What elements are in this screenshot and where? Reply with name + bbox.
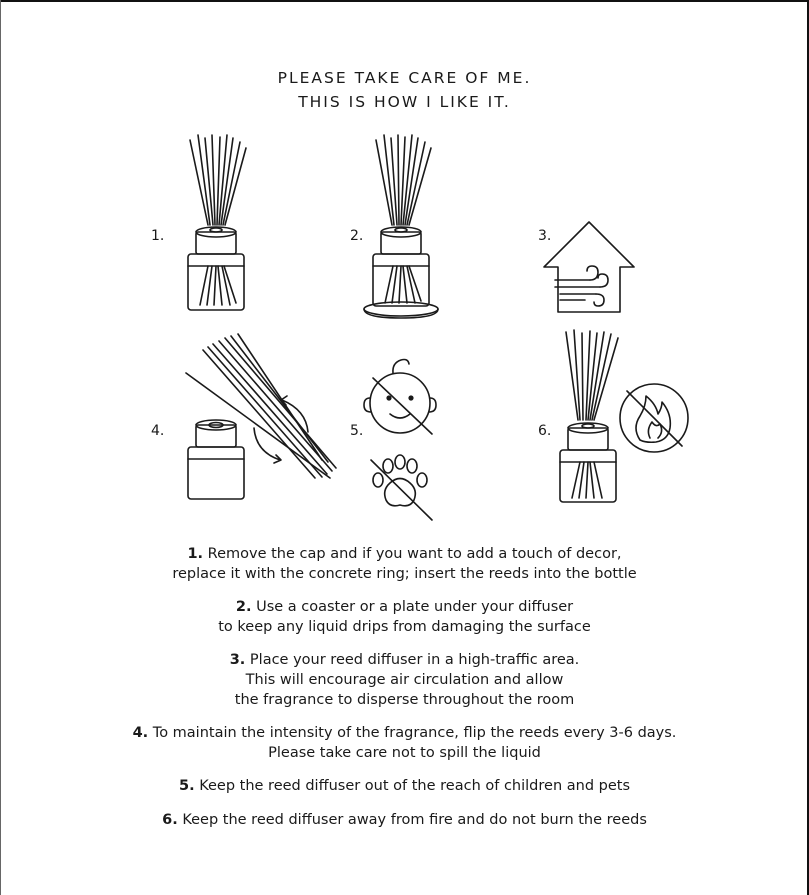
diffuser-on-coaster-icon bbox=[364, 135, 438, 318]
instruction-2-number: 2. bbox=[235, 599, 252, 615]
house-airflow-icon bbox=[544, 222, 634, 312]
title-line-1: PLEASE TAKE CARE OF ME. bbox=[277, 69, 532, 87]
step-number-6: 6. bbox=[538, 423, 552, 439]
instruction-4-line-1: To maintain the intensity of the fragrance, flip the reeds every 3-6 days. bbox=[152, 725, 677, 741]
instruction-1 bbox=[0, 544, 809, 597]
instruction-1-line-2: replace it with the concrete ring; insert the reeds into the bottle bbox=[172, 566, 637, 582]
instruction-3-number: 3. bbox=[229, 652, 246, 668]
flip-reeds-icon bbox=[186, 334, 336, 499]
step-number-4: 4. bbox=[151, 423, 165, 439]
instruction-4 bbox=[0, 723, 809, 776]
step-number-2: 2. bbox=[350, 228, 364, 244]
instruction-6-number: 6. bbox=[162, 812, 178, 828]
instruction-5-number: 5. bbox=[178, 778, 195, 794]
instruction-2-line-2: to keep any liquid drips from damaging the surface bbox=[218, 619, 591, 635]
instruction-5-line-1: Keep the reed diffuser out of the reach of children and pets bbox=[199, 778, 630, 794]
instruction-1-line-1: Remove the cap and if you want to add a touch of decor, bbox=[207, 546, 622, 562]
instructions-list bbox=[0, 544, 809, 830]
step-number-5: 5. bbox=[350, 423, 364, 439]
instruction-3 bbox=[0, 650, 809, 723]
instruction-3-line-1: Place your reed diffuser in a high-traffic area. bbox=[249, 652, 580, 668]
instruction-3-line-3: the fragrance to disperse throughout the room bbox=[234, 692, 575, 708]
no-fire-icon bbox=[560, 330, 688, 502]
instruction-2-line-1: Use a coaster or a plate under your diffuser bbox=[256, 599, 574, 615]
instruction-2 bbox=[0, 597, 809, 650]
instruction-5 bbox=[0, 776, 809, 810]
no-children-no-pets-icon bbox=[364, 360, 436, 521]
instruction-6 bbox=[0, 810, 809, 830]
diffuser-cap-removed-icon bbox=[188, 135, 246, 310]
instruction-3-line-2: This will encourage air circulation and allow bbox=[245, 672, 564, 688]
instruction-6-line-1: Keep the reed diffuser away from fire and do not burn the reeds bbox=[182, 812, 647, 828]
instruction-4-line-2: Please take care not to spill the liquid bbox=[268, 745, 541, 761]
step-number-3: 3. bbox=[538, 228, 552, 244]
step-number-1: 1. bbox=[151, 228, 165, 244]
instruction-4-number: 4. bbox=[132, 725, 149, 741]
instruction-1-number: 1. bbox=[187, 546, 204, 562]
title-line-2: THIS IS HOW I LIKE IT. bbox=[298, 93, 511, 111]
